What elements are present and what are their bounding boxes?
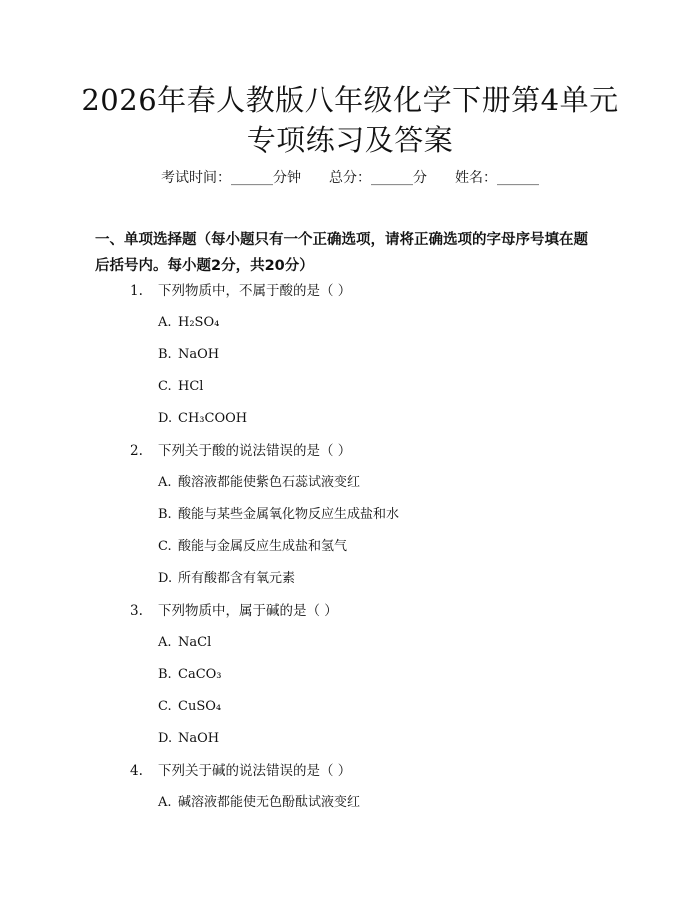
option-text: CH₃COOH — [178, 411, 248, 426]
option-3b — [158, 665, 222, 685]
option-1c — [158, 377, 203, 397]
exam-info-line — [0, 168, 700, 188]
option-letter: D. — [158, 571, 173, 586]
option-1a — [158, 313, 219, 333]
option-3d — [158, 729, 219, 749]
option-text: 酸溶液都能使紫色石蕊试液变红 — [178, 475, 361, 490]
option-2d — [158, 569, 295, 589]
option-3a — [158, 633, 211, 653]
option-text: CaCO₃ — [178, 667, 222, 682]
question-text: 下列物质中，属于碱的是（ ） — [158, 603, 338, 619]
option-letter: B. — [158, 347, 172, 362]
exam-time-field: 考试时间：______分钟 — [161, 170, 301, 186]
option-letter: A. — [158, 795, 172, 810]
option-letter: B. — [158, 507, 172, 522]
option-text: NaOH — [178, 731, 220, 746]
option-text: 碱溶液都能使无色酚酞试液变红 — [178, 795, 361, 810]
question-number: 3. — [130, 603, 143, 619]
question-text: 下列关于碱的说法错误的是（ ） — [158, 763, 352, 779]
name-field: 姓名：______ — [455, 170, 539, 186]
question-text: 下列物质中，不属于酸的是（ ） — [158, 283, 352, 299]
question-3 — [130, 601, 338, 621]
option-text: HCl — [178, 379, 204, 394]
option-3c — [158, 697, 221, 717]
option-text: 酸能与金属反应生成盐和氢气 — [178, 539, 348, 554]
question-number: 1. — [130, 283, 143, 299]
option-letter: A. — [158, 315, 172, 330]
question-4 — [130, 761, 351, 781]
question-text: 下列关于酸的说法错误的是（ ） — [158, 443, 352, 459]
option-text: CuSO₄ — [178, 699, 222, 714]
option-1b — [158, 345, 219, 365]
option-text: H₂SO₄ — [178, 315, 220, 330]
question-1 — [130, 281, 351, 301]
page-title: 2026年春人教版八年级化学下册第4单元专项练习及答案 — [81, 83, 619, 157]
option-2a — [158, 473, 360, 493]
option-1d — [158, 409, 247, 429]
section-heading: 一、单项选择题（每小题只有一个正确选项，请将正确选项的字母序号填在题后括号内。每小题2分，共20分） — [95, 232, 588, 274]
option-4a — [158, 793, 360, 813]
question-number: 4. — [130, 763, 143, 779]
option-letter: D. — [158, 731, 173, 746]
option-text: 酸能与某些金属氧化物反应生成盐和水 — [178, 507, 400, 522]
option-letter: D. — [158, 411, 173, 426]
option-text: NaOH — [178, 347, 220, 362]
option-letter: B. — [158, 667, 172, 682]
question-2 — [130, 441, 351, 461]
total-score-field: 总分：______分 — [329, 170, 427, 186]
question-number: 2. — [130, 443, 143, 459]
option-letter: C. — [158, 379, 172, 394]
option-2b — [158, 505, 399, 525]
option-letter: C. — [158, 539, 172, 554]
option-letter: A. — [158, 635, 172, 650]
option-2c — [158, 537, 347, 557]
option-letter: A. — [158, 475, 172, 490]
option-letter: C. — [158, 699, 172, 714]
option-text: NaCl — [178, 635, 212, 650]
option-text: 所有酸都含有氧元素 — [178, 571, 296, 586]
